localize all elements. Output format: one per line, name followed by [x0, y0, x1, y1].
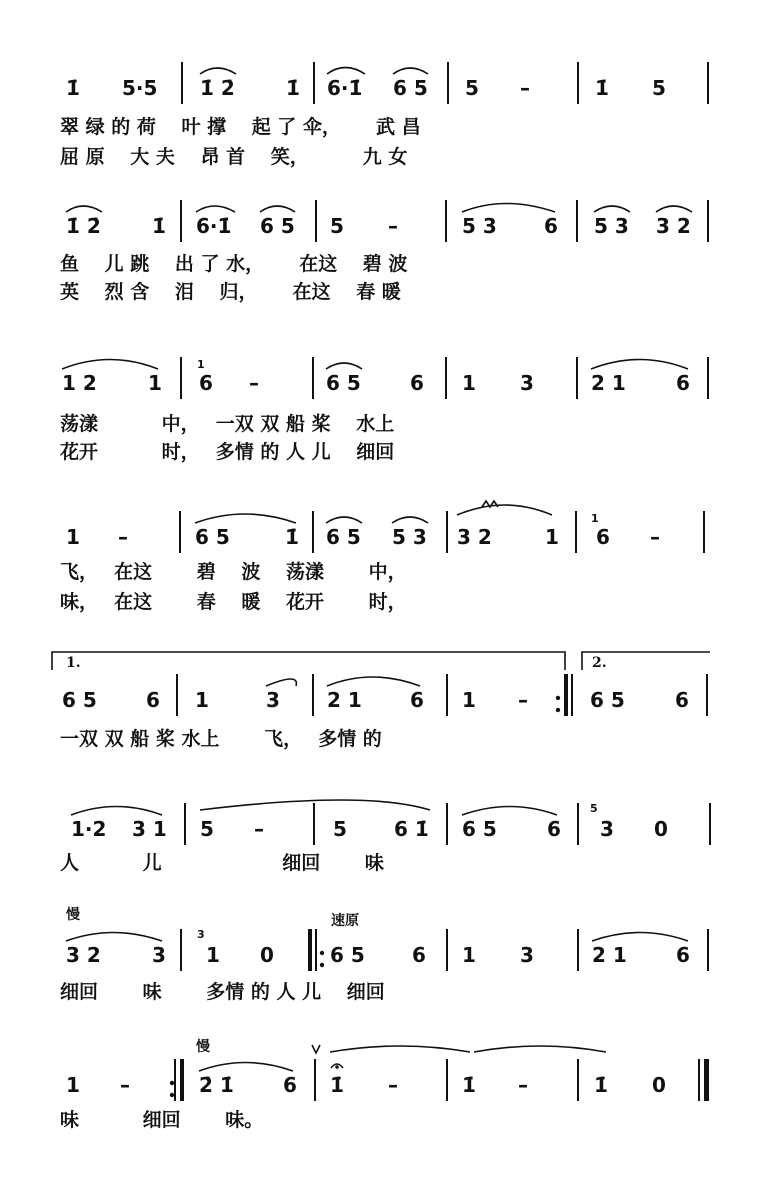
note: 6 — [146, 688, 160, 712]
note: 6 5 — [590, 688, 625, 712]
note: 2 1 — [592, 943, 627, 967]
first-ending-bracket — [52, 652, 565, 670]
note: 6 — [410, 688, 424, 712]
note-extension: – — [249, 371, 259, 395]
note: 6 — [547, 817, 561, 841]
barline — [315, 200, 317, 242]
note: 1 — [148, 371, 162, 395]
note: 1 — [206, 943, 220, 967]
note: 6 5 — [393, 76, 428, 100]
repeat-start-barline — [308, 929, 312, 971]
note: 6 — [199, 371, 213, 395]
note: 0 — [260, 943, 274, 967]
barline — [707, 62, 709, 104]
barline — [446, 1059, 448, 1101]
note: 5 3 — [462, 214, 497, 238]
note-extension: – — [518, 1073, 528, 1097]
slur — [327, 68, 365, 75]
note: 5 3 — [392, 525, 427, 549]
slur — [62, 360, 158, 370]
note: 6 5 — [330, 943, 365, 967]
slur — [200, 800, 430, 810]
note: 2 1 — [591, 371, 626, 395]
second-ending-label: 2. — [592, 655, 607, 671]
slur — [327, 677, 420, 686]
note: 3 2 — [457, 525, 492, 549]
note: 1̇ — [595, 76, 609, 100]
mordent-mark — [482, 501, 498, 507]
lyric-verse-1: 荡漾 中， 一双 双 船 桨 水上 — [60, 413, 395, 435]
note: 6 — [410, 371, 424, 395]
note: 2 1 — [327, 688, 362, 712]
lyric-verse-1: 味 细回 味。 — [60, 1109, 264, 1131]
note: 6 — [676, 943, 690, 967]
slur — [592, 933, 688, 942]
tempo-marking-slow: 慢 — [196, 1039, 210, 1055]
barline — [315, 929, 317, 971]
note-extension: – — [520, 76, 530, 100]
lyric-verse-1: 飞， 在这 碧 波 荡漾 中， — [60, 561, 407, 583]
lyric-verse-1: 翠 绿 的 荷 叶 撑 起 了 伞， 武 昌 — [60, 116, 421, 138]
note: 1 — [66, 525, 80, 549]
tempo-marking-slow: 慢 — [66, 907, 80, 923]
barline — [176, 674, 178, 716]
score-row-7 — [0, 943, 769, 1015]
lyric-verse-1: 细回 味 多情 的 人 儿 细回 — [60, 981, 385, 1003]
lyric-verse-2: 味， 在这 春 暖 花开 时， — [60, 591, 407, 613]
note: 1̇ — [286, 76, 300, 100]
barline — [577, 1059, 579, 1101]
note: 6 — [544, 214, 558, 238]
final-barline-thin — [698, 1059, 700, 1101]
slur — [393, 68, 428, 74]
slur — [594, 206, 630, 212]
note: 5·5 — [122, 76, 158, 100]
repeat-end-barline — [180, 1059, 184, 1101]
note: 1̇ — [594, 1073, 608, 1097]
note: 6·1̇ — [327, 76, 363, 100]
slur — [71, 807, 162, 816]
note-extension: – — [650, 525, 660, 549]
note: 5 — [200, 817, 214, 841]
note: 6 — [676, 371, 690, 395]
note-extension: – — [118, 525, 128, 549]
barline — [709, 803, 711, 845]
barline — [180, 357, 182, 399]
slur — [66, 206, 102, 212]
barline — [179, 511, 181, 553]
note: 1̇ — [285, 525, 299, 549]
barline — [577, 929, 579, 971]
slur — [462, 807, 557, 816]
note: 3 2 — [66, 943, 101, 967]
barline — [446, 674, 448, 716]
barline — [445, 357, 447, 399]
lyric-verse-2: 花开 时， 多情 的 人 儿 细回 — [60, 441, 395, 463]
slur — [457, 505, 552, 515]
note: 1̇ — [152, 214, 166, 238]
lyric-verse-1: 一双 双 船 桨 水上 飞， 多情 的 — [60, 728, 382, 750]
barline — [446, 803, 448, 845]
slur — [392, 517, 428, 523]
barline — [184, 803, 186, 845]
note-extension: – — [518, 688, 528, 712]
note-extension: – — [120, 1073, 130, 1097]
barline — [445, 200, 447, 242]
note: 1 — [545, 525, 559, 549]
barline — [446, 929, 448, 971]
slur — [462, 204, 555, 213]
note: 3 1 — [132, 817, 167, 841]
note: 0 — [652, 1073, 666, 1097]
barline — [576, 200, 578, 242]
lyric-verse-1: 鱼 儿 跳 出 了 水， 在这 碧 波 — [60, 253, 408, 275]
barline — [447, 62, 449, 104]
note-extension: – — [388, 214, 398, 238]
note: 6 — [412, 943, 426, 967]
barline — [181, 62, 183, 104]
note: 3 — [520, 943, 534, 967]
lyric-verse-2: 英 烈 含 泪 归， 在这 春 暖 — [60, 281, 401, 303]
note: 6 1̇ — [394, 817, 429, 841]
barline — [707, 929, 709, 971]
note: 1 2 — [62, 371, 97, 395]
note: 3 2 — [656, 214, 691, 238]
slur — [656, 206, 692, 212]
note: 1̇ 2̇ — [66, 214, 101, 238]
note: 6 5 — [326, 371, 361, 395]
note: 1̇ — [66, 76, 80, 100]
barline — [571, 674, 573, 716]
barline — [180, 200, 182, 242]
note: 3 — [266, 688, 280, 712]
grace-note: 1 — [197, 358, 205, 371]
barline — [707, 200, 709, 242]
barline — [180, 929, 182, 971]
note: 1̇ — [462, 1073, 476, 1097]
barline — [313, 62, 315, 104]
note: 6·1̇ — [196, 214, 232, 238]
note: 1 — [462, 371, 476, 395]
note: 3 — [520, 371, 534, 395]
note-extension: – — [254, 817, 264, 841]
note: 1·2 — [71, 817, 107, 841]
note: 5 — [465, 76, 479, 100]
grace-note: 5 — [590, 802, 598, 815]
slur — [66, 933, 162, 942]
slur — [196, 206, 235, 212]
note: 1̇ 2̇ — [200, 76, 235, 100]
note: 3 — [600, 817, 614, 841]
slur — [195, 514, 296, 523]
barline — [174, 1059, 176, 1101]
note: 6 5 — [260, 214, 295, 238]
repeat-end-barline — [564, 674, 568, 716]
barline — [446, 511, 448, 553]
note: 1̇ — [330, 1073, 344, 1097]
note: 1 — [66, 1073, 80, 1097]
barline — [313, 803, 315, 845]
note: 1 — [195, 688, 209, 712]
note: 6 5 — [462, 817, 497, 841]
barline — [577, 62, 579, 104]
barline — [703, 511, 705, 553]
barline — [312, 511, 314, 553]
note: 6 — [596, 525, 610, 549]
final-barline-thick — [704, 1059, 709, 1101]
slur — [260, 206, 295, 212]
note: 5 — [330, 214, 344, 238]
tempo-marking-original: 速原 — [331, 913, 359, 929]
barline — [312, 357, 314, 399]
lyric-verse-1: 人 儿 细回 味 — [60, 852, 384, 874]
note-extension: – — [388, 1073, 398, 1097]
note: 6 — [675, 688, 689, 712]
note: 1 — [462, 688, 476, 712]
barline — [577, 803, 579, 845]
barline — [706, 674, 708, 716]
grace-note: 3 — [197, 928, 205, 941]
note: 5 3 — [594, 214, 629, 238]
note: 3 — [152, 943, 166, 967]
slur — [326, 363, 362, 369]
fermata-mark — [331, 1064, 343, 1068]
first-ending-label: 1. — [66, 655, 81, 671]
note: 6 5 — [326, 525, 361, 549]
slur — [199, 1063, 293, 1072]
slur — [200, 68, 236, 74]
lyric-verse-2: 屈 原 大 夫 昂 首 笑， 九 女 — [60, 146, 408, 168]
barline — [575, 511, 577, 553]
note: 2̇ 1̇ — [199, 1073, 234, 1097]
note: 6 5 — [195, 525, 230, 549]
note: 6 — [283, 1073, 297, 1097]
tie — [474, 1046, 606, 1052]
grace-note: 1 — [591, 512, 599, 525]
slur — [591, 360, 688, 370]
barline — [707, 357, 709, 399]
tie — [330, 1046, 470, 1052]
note: 5 — [652, 76, 666, 100]
note: 0 — [654, 817, 668, 841]
fermata-dot — [335, 1065, 339, 1069]
barline — [312, 674, 314, 716]
slur — [266, 679, 296, 686]
slur — [326, 517, 362, 523]
barline — [576, 357, 578, 399]
breath-mark — [312, 1045, 320, 1053]
note: 5 — [333, 817, 347, 841]
note: 1 — [462, 943, 476, 967]
note: 6 5 — [62, 688, 97, 712]
barline — [314, 1059, 316, 1101]
